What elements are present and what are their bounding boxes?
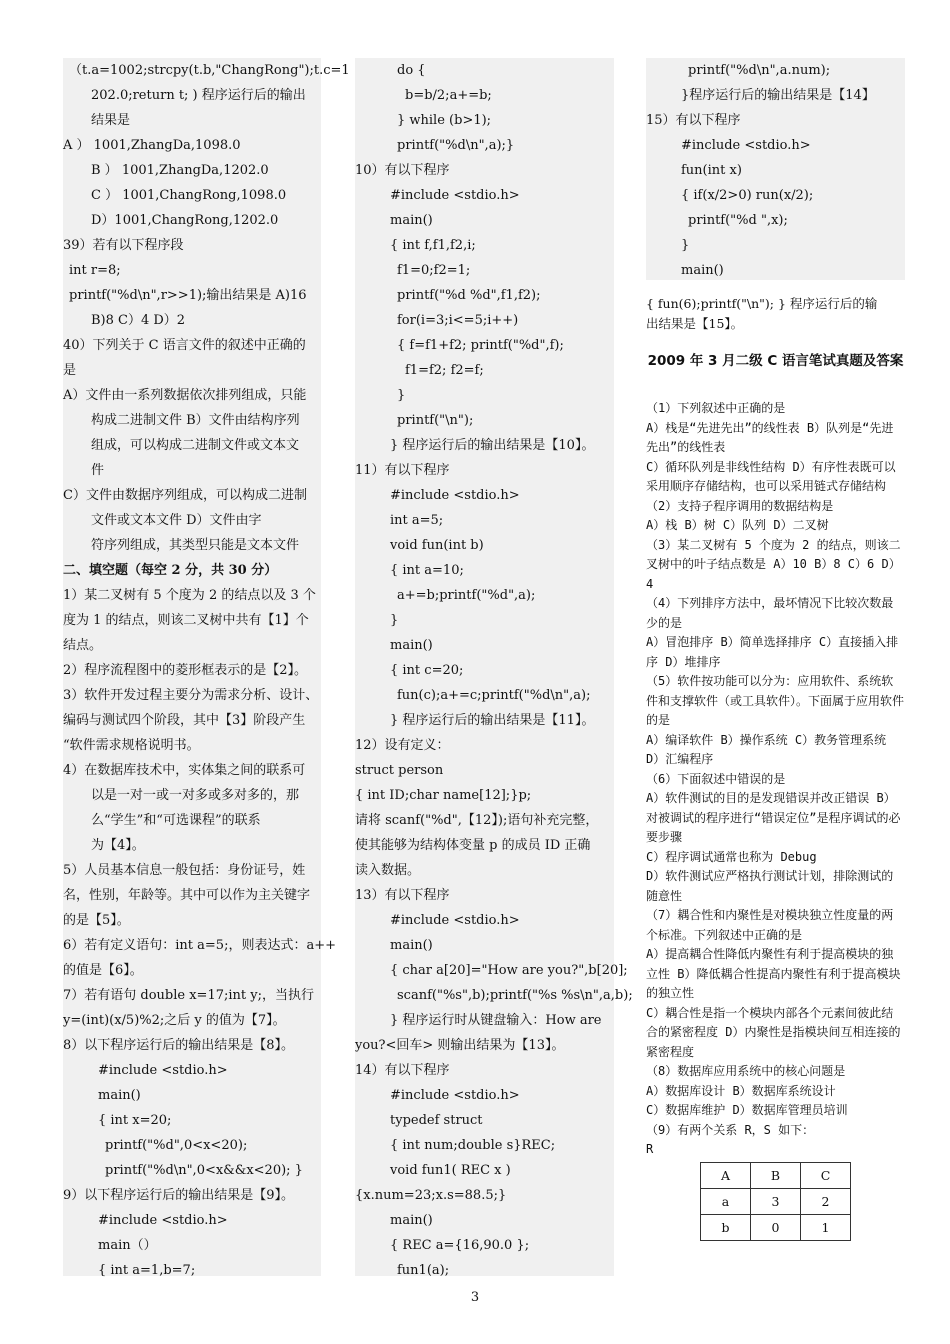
question-line: （5）软件按功能可以分为：应用软件、系统软件和支撑软件（或工具软件）。下面属于应用软件的是	[646, 674, 905, 727]
text-line: 8）以下程序运行后的输出结果是【8】。	[63, 1038, 295, 1053]
text-line: 9）以下程序运行后的输出结果是【9】。	[63, 1188, 295, 1203]
text-line: { if(x/2>0) run(x/2);	[681, 188, 814, 203]
text-line: 40）下列关于 C 语言文件的叙述中正确的	[63, 338, 306, 353]
question-line: （4）下列排序方法中，最坏情况下比较次数最少的是	[646, 596, 894, 630]
text-line: printf("\n");	[397, 413, 474, 428]
question-line: （8）数据库应用系统中的核心问题是	[646, 1064, 846, 1078]
text-line: D）1001,ChangRong,1202.0	[91, 213, 279, 228]
text-line: printf("%d\n",r>>1);输出结果是 A)16	[69, 288, 307, 303]
text-line: you?<回车> 则输出结果为【13】。	[355, 1038, 565, 1053]
question-line: （1）下列叙述中正确的是	[646, 401, 786, 415]
question-line: （7）耦合性和内聚性是对模块独立性度量的两个标准。下列叙述中正确的是	[646, 908, 894, 942]
text-line: }	[397, 388, 406, 403]
text-line: B ） 1001,ZhangDa,1202.0	[91, 163, 269, 178]
text-line: #include <stdio.h>	[390, 488, 520, 503]
table-row	[701, 1214, 851, 1240]
text-line: } 程序运行后的输出结果是【11】。	[390, 713, 595, 728]
text-line: printf("%d ",x);	[688, 213, 788, 228]
question-line: A）提高耦合性降低内聚性有利于提高模块的独立性 B）降低耦合性提高内聚性有利于提高模块的独立性	[646, 947, 901, 1000]
question-line: A）栈 B）树 C）队列 D）二叉树	[646, 518, 829, 532]
text-line: b=b/2;a+=b;	[405, 88, 492, 103]
table-row	[701, 1188, 851, 1214]
text-line: { int a=1,b=7;	[98, 1263, 196, 1278]
table-row	[701, 1162, 851, 1188]
text-line: fun(int x)	[681, 163, 742, 178]
question-line: A）冒泡排序 B）简单选择排序 C）直接插入排序 D）堆排序	[646, 635, 899, 669]
text-line: 11）有以下程序	[355, 463, 450, 478]
text-line: } while (b>1);	[397, 113, 492, 128]
text-line: 为【4】。	[91, 838, 145, 853]
table-cell: 3	[751, 1188, 801, 1214]
text-line: { int num;double s}REC;	[390, 1138, 556, 1153]
relation-r-table	[700, 1162, 851, 1241]
text-line: #include <stdio.h>	[390, 1088, 520, 1103]
text-line: fun(c);a+=c;printf("%d\n",a);	[397, 688, 591, 703]
text-line: f1=f2; f2=f;	[405, 363, 484, 378]
text-line: 编码与测试四个阶段，其中【3】阶段产生	[63, 713, 306, 728]
question-line: R	[646, 1142, 654, 1156]
text-line: A）文件由一系列数据依次排列组成，只能	[63, 388, 307, 403]
question-line: C）循环队列是非线性结构 D）有序性表既可以采用顺序存储结构，也可以采用链式存储结构	[646, 459, 896, 493]
text-line: y=(int)(x/5)%2;之后 y 的值为【7】。	[63, 1013, 286, 1028]
text-line: 13）有以下程序	[355, 888, 450, 903]
question-line: C）数据库维护 D）数据库管理员培训	[646, 1103, 848, 1117]
text-line: f1=0;f2=1;	[397, 263, 471, 278]
text-line: 读入数据。	[355, 863, 421, 878]
table-cell: B	[751, 1162, 801, 1188]
column-left	[63, 58, 350, 1278]
text-line: }程序运行后的输出结果是【14】	[681, 88, 875, 103]
text-line: main()	[390, 938, 433, 953]
text-line: 构成二进制文件 B）文件由结构序列	[91, 413, 300, 428]
text-line: int r=8;	[69, 263, 121, 278]
text-line: a+=b;printf("%d",a);	[397, 588, 536, 603]
question-line: A）软件测试的目的是发现错误并改正错误 B）对被调试的程序进行“错误定位”是程序调试的必要步骤	[646, 791, 901, 844]
table-cell: 2	[801, 1188, 851, 1214]
text-line: （t.a=1002;strcpy(t.b,"ChangRong");t.c=1	[69, 63, 350, 78]
text-line: 的值是【6】。	[63, 963, 143, 978]
text-line: 10）有以下程序	[355, 163, 450, 178]
text-line: main()	[681, 263, 724, 278]
text-line: { int f,f1,f2,i;	[390, 238, 476, 253]
text-line: #include <stdio.h>	[98, 1063, 228, 1078]
text-line: 么“学生”和“可选课程”的联系	[91, 813, 261, 828]
text-line: 6）若有定义语句：int a=5;，则表达式：a++	[63, 938, 336, 953]
question-line: C）耦合性是指一个模块内部各个元素间彼此结合的紧密程度 D）内聚性是指模块间互相连接的紧密程度	[646, 1005, 901, 1059]
text-line: { REC a={16,90.0 };	[390, 1238, 530, 1253]
text-line: 4）在数据库技术中，实体集之间的联系可	[63, 763, 306, 778]
text-line: 202.0;return t; ) 程序运行后的输出	[91, 88, 306, 103]
section-title: 2009 年 3 月二级 C 语言笔试真题及答案	[647, 353, 904, 369]
text-line: }	[390, 613, 399, 628]
table-cell: 0	[751, 1214, 801, 1240]
text-line: 5）人员基本信息一般包括：身份证号，姓	[63, 863, 306, 878]
text-line: printf("%d\n",a);}	[397, 138, 515, 153]
text-line: #include <stdio.h>	[98, 1213, 228, 1228]
text-line: 结点。	[63, 638, 103, 653]
text-line: 1）某二叉树有 5 个度为 2 的结点以及 3 个	[63, 588, 316, 603]
text-line: main()	[390, 1213, 433, 1228]
text-line: { int c=20;	[390, 663, 464, 678]
text-line: {x.num=23;x.s=88.5;}	[355, 1188, 507, 1203]
text-line: A ） 1001,ZhangDa,1098.0	[63, 138, 241, 153]
text-line: 2）程序流程图中的菱形框表示的是【2】。	[63, 663, 308, 678]
text-line: #include <stdio.h>	[390, 188, 520, 203]
text-line: { char a[20]="How are you?",b[20];	[390, 963, 628, 978]
question-line: （9）有两个关系 R，S 如下：	[646, 1122, 815, 1137]
text-line: printf("%d\n",0<x&&x<20); }	[105, 1163, 303, 1178]
text-line: 出结果是【15】。	[646, 315, 744, 331]
table-cell: A	[701, 1162, 751, 1188]
text-line: #include <stdio.h>	[681, 138, 811, 153]
question-line: A）数据库设计 B）数据库系统设计	[646, 1083, 836, 1098]
table-cell: C	[801, 1162, 851, 1188]
text-line: printf("%d",0<x<20);	[105, 1138, 248, 1153]
text-line: C）文件由数据序列组成，可以构成二进制	[63, 488, 307, 503]
text-line: void fun(int b)	[390, 538, 484, 553]
column-middle	[355, 58, 633, 1278]
text-line: void fun1( REC x )	[390, 1163, 511, 1178]
text-line: 15）有以下程序	[646, 113, 741, 128]
text-line: main（）	[98, 1238, 157, 1253]
text-line: #include <stdio.h>	[390, 913, 520, 928]
text-line: C ） 1001,ChangRong,1098.0	[91, 188, 287, 203]
text-line: main()	[390, 638, 433, 653]
text-line: 请将 scanf("%d",【12】);语句补充完整，	[355, 813, 599, 828]
text-line: 12）设有定义：	[355, 738, 450, 753]
text-line: printf("%d %d",f1,f2);	[397, 288, 541, 303]
question-line: （3）某二叉树有 5 个度为 2 的结点，则该二叉树中的叶子结点数是 A）10 B）8 C）6 D）4	[646, 537, 901, 591]
text-line: 度为 1 的结点，则该二叉树中共有【1】个	[63, 613, 309, 628]
text-line: main()	[390, 213, 433, 228]
text-line: 14）有以下程序	[355, 1063, 450, 1078]
table-cell: 1	[801, 1214, 851, 1240]
text-line: 3）软件开发过程主要分为需求分析、设计、	[63, 688, 319, 703]
text-line: 件	[91, 463, 105, 478]
text-line: struct person	[355, 763, 444, 778]
text-line: fun1(a);	[397, 1263, 450, 1278]
text-line: printf("%d\n",a.num);	[688, 63, 831, 78]
table-cell: b	[701, 1214, 751, 1240]
text-line: 7）若有语句 double x=17;int y;，当执行	[63, 988, 314, 1003]
text-line: 二、填空题（每空 2 分，共 30 分）	[63, 563, 278, 578]
text-line: 是	[63, 363, 77, 378]
question-line: C）程序调试通常也称为 Debug	[646, 849, 817, 864]
text-line: 使其能够为结构体变量 p 的成员 ID 正确	[355, 838, 591, 853]
text-line: 结果是	[91, 113, 131, 128]
text-line: do {	[397, 63, 426, 78]
text-line: { fun(6);printf("\n"); } 程序运行后的输	[646, 296, 878, 311]
text-line: } 程序运行时从键盘输入：How are	[390, 1013, 602, 1028]
column-right-code-block	[646, 58, 905, 280]
question-line: A）栈是“先进先出”的线性表 B）队列是“先进先出”的线性表	[646, 420, 894, 454]
text-line: { int a=10;	[390, 563, 464, 578]
text-line: 文件或文本文件 D）文件由字	[91, 513, 262, 528]
question-line: D）软件测试应严格执行测试计划，排除测试的随意性	[646, 869, 894, 903]
text-line: “软件需求规格说明书。	[63, 738, 200, 753]
question-15-answer-text	[646, 294, 905, 333]
question-line: （2）支持子程序调用的数据结构是	[646, 498, 834, 513]
text-line: { int ID;char name[12];}p;	[355, 788, 532, 803]
text-line: 的是【5】。	[63, 913, 130, 928]
text-line: B)8 C）4 D）2	[91, 313, 186, 328]
text-line: } 程序运行后的输出结果是【10】。	[390, 438, 595, 453]
text-line: scanf("%s",b);printf("%s %s\n",a,b);	[397, 988, 633, 1003]
page-number: 3	[470, 1290, 480, 1305]
text-line: for(i=3;i<=5;i++)	[397, 313, 519, 328]
exam-questions-2009	[646, 399, 905, 1160]
text-line: }	[681, 238, 690, 253]
text-line: 以是一对一或一对多或多对多的，那	[91, 788, 300, 803]
text-line: 名，性别，年龄等。其中可以作为主关键字	[63, 888, 311, 903]
text-line: { f=f1+f2; printf("%d",f);	[397, 338, 564, 353]
question-line: A）编译软件 B）操作系统 C）教务管理系统 D）汇编程序	[646, 732, 887, 766]
question-line: （6）下面叙述中错误的是	[646, 771, 786, 786]
table-cell: a	[701, 1188, 751, 1214]
text-line: 符序列组成，其类型只能是文本文件	[91, 538, 300, 553]
text-line: main()	[98, 1088, 141, 1103]
text-line: 39）若有以下程序段	[63, 238, 184, 253]
text-line: 组成，可以构成二进制文件或文本文	[91, 438, 300, 453]
text-line: typedef struct	[390, 1113, 483, 1128]
column-right	[646, 58, 905, 1241]
text-line: { int x=20;	[98, 1113, 172, 1128]
text-line: int a=5;	[390, 513, 444, 528]
